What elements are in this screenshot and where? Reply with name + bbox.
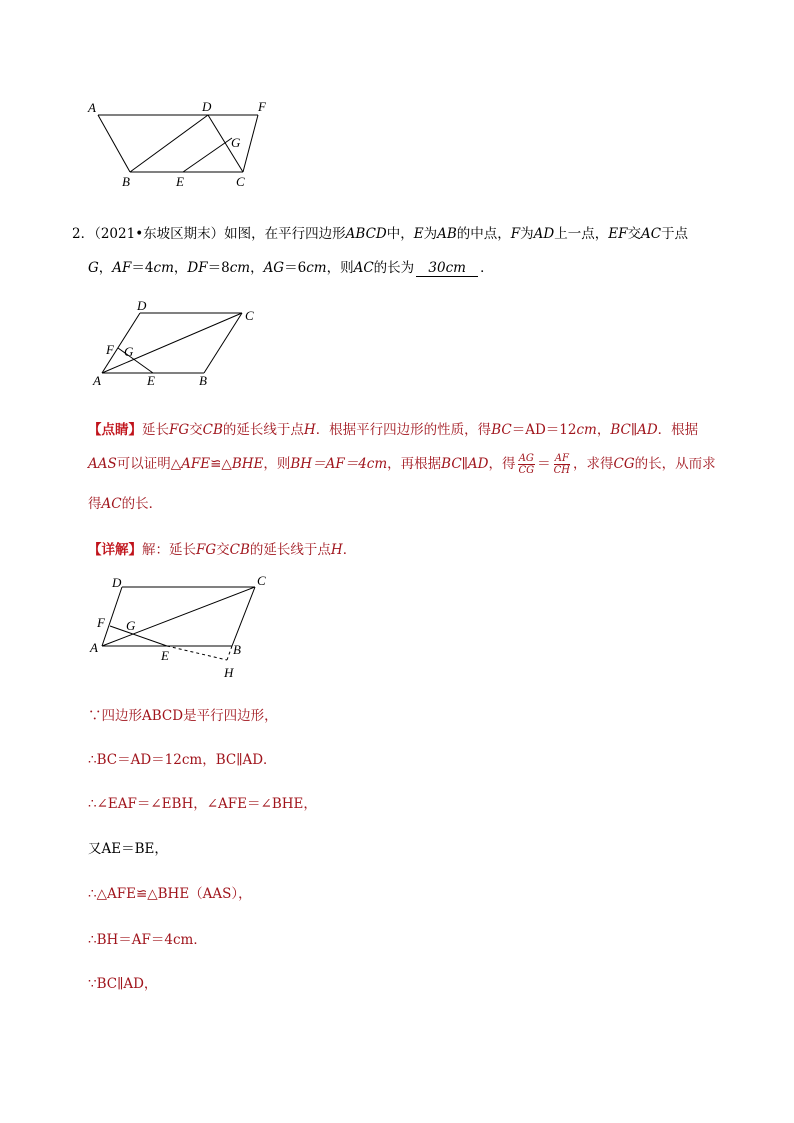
- hint-text: 的长．: [121, 496, 163, 512]
- seg-EH-dashed: [167, 646, 227, 660]
- hint-cb: CB: [202, 422, 223, 438]
- hint-bc: BC: [491, 422, 512, 438]
- detail-cb: CB: [229, 542, 250, 558]
- label-E: E: [176, 174, 184, 189]
- label-C: C: [236, 174, 245, 189]
- q-text: 为: [520, 226, 534, 242]
- q-ab: AB: [437, 226, 457, 242]
- q-text: 交: [627, 226, 641, 242]
- label-B: B: [199, 373, 207, 388]
- step-3: ∴∠EAF＝∠EBH，∠AFE＝∠BHE，: [88, 796, 317, 812]
- detail-text: 解：延长: [142, 542, 196, 558]
- q-text: ，: [98, 260, 113, 276]
- detail-tag: 【详解】: [88, 542, 142, 558]
- q-f: F: [510, 226, 521, 242]
- q-abcd: ABCD: [345, 226, 387, 242]
- hint-text: ，再根据: [387, 456, 442, 472]
- answer-blank: 30cm: [416, 260, 478, 277]
- seg-AB: [98, 115, 130, 172]
- q-af: AF: [112, 260, 132, 276]
- step-1: ∵四边形ABCD是平行四边形，: [88, 708, 278, 724]
- label-B: B: [122, 174, 130, 189]
- hint-aas: AAS: [88, 456, 117, 472]
- step-2: ∴BC＝AD＝12cm，BC∥AD．: [88, 752, 277, 768]
- detail-text: 的延长线于点: [249, 542, 331, 558]
- hint-bcad: BC∥AD: [441, 456, 489, 472]
- q-text: ＝8: [207, 260, 230, 276]
- seg-AD: [102, 587, 122, 646]
- hint-line-1: [88, 418, 698, 438]
- hint-text: 得: [88, 496, 102, 512]
- label-A: A: [93, 373, 101, 388]
- label-G: G: [124, 344, 134, 359]
- figure-1: [80, 95, 280, 195]
- figure-2: [85, 295, 275, 390]
- label-D: D: [137, 298, 147, 313]
- seg-AC: [102, 313, 242, 373]
- q-text: ，: [173, 260, 188, 276]
- hint-text: 可以证明△: [116, 456, 182, 472]
- hint-bhe: BHE: [231, 456, 264, 472]
- q-text: 的长为: [373, 260, 415, 276]
- hint-fg: FG: [169, 422, 190, 438]
- hint-text: ＝AD＝12: [511, 422, 577, 438]
- q-text: ，则: [326, 260, 354, 276]
- hint-cg: CG: [613, 456, 635, 472]
- q-text: ＝6: [284, 260, 307, 276]
- hint-h: H: [303, 422, 316, 438]
- hint-text: ，求得: [573, 456, 614, 472]
- label-G: G: [231, 135, 241, 150]
- frac-num: AF: [554, 453, 569, 464]
- q-g: G: [88, 260, 99, 276]
- hint-text: ≌△: [210, 456, 232, 472]
- hint-bhaf: BH＝AF＝4: [290, 456, 367, 472]
- hint-tag: 【点睛】: [88, 422, 142, 438]
- detail-text: 交: [216, 542, 230, 558]
- step-5: ∴△AFE≌△BHE（AAS），: [88, 886, 252, 902]
- figure-2-svg: [85, 295, 275, 390]
- hint-text: ．根据: [657, 422, 699, 438]
- label-D: D: [202, 99, 212, 114]
- label-C: C: [245, 308, 254, 323]
- seg-AC: [102, 587, 255, 646]
- figure-1-svg: [80, 95, 280, 195]
- q-text: ，: [250, 260, 264, 276]
- step-7: ∵BC∥AD，: [88, 976, 158, 992]
- hint-text: 的长，从而求: [634, 456, 716, 472]
- question-2-line-2: [88, 256, 494, 277]
- q-df: DF: [187, 260, 208, 276]
- hint-afe: AFE: [181, 456, 211, 472]
- label-A: A: [90, 640, 98, 655]
- q-unit: cm: [153, 260, 174, 276]
- question-number: 2．: [72, 226, 95, 242]
- detail-fg: FG: [196, 542, 217, 558]
- q-text: ＝4: [131, 260, 154, 276]
- q-e: E: [413, 226, 424, 242]
- hint-line-3: [88, 492, 162, 512]
- label-F: F: [97, 615, 105, 630]
- detail-line: [88, 538, 356, 558]
- q-ac: AC: [353, 260, 374, 276]
- q-unit: cm: [229, 260, 251, 276]
- label-E: E: [147, 373, 155, 388]
- q-ag: AG: [263, 260, 285, 276]
- q-text: 为: [423, 226, 438, 242]
- frac-den: CH: [553, 465, 570, 476]
- label-G: G: [126, 618, 136, 633]
- label-C: C: [257, 573, 266, 588]
- label-D: D: [112, 575, 122, 590]
- hint-unit: cm: [576, 422, 597, 438]
- q-text: 如图，在平行四边形: [224, 226, 346, 242]
- label-H: H: [224, 665, 234, 680]
- hint-text: ，得: [488, 456, 516, 472]
- question-2-line-1: [72, 222, 688, 242]
- seg-FE: [110, 626, 167, 646]
- label-E: E: [161, 648, 169, 663]
- hint-text: 延长: [142, 422, 169, 438]
- label-F: F: [106, 342, 114, 357]
- q-text: 上一点，: [554, 226, 609, 242]
- frac-num: AG: [518, 453, 534, 464]
- hint-line-2: [88, 452, 716, 476]
- fraction-ag-cg: [517, 453, 535, 476]
- hint-bcad: BC∥AD: [610, 422, 658, 438]
- hint-unit: cm: [366, 456, 388, 472]
- figure-3: [85, 570, 285, 685]
- q-text: 中，: [386, 226, 414, 242]
- seg-BH-dashed: [227, 646, 232, 660]
- detail-h: H: [330, 542, 343, 558]
- q-ef: EF: [608, 226, 628, 242]
- hint-text: ，: [596, 422, 611, 438]
- label-A: A: [88, 100, 96, 115]
- question-source: （2021•东坡区期末）: [94, 226, 225, 242]
- fraction-af-ch: [553, 453, 571, 476]
- step-6: ∴BH＝AF＝4cm．: [88, 932, 207, 948]
- hint-text: 的延长线于点: [222, 422, 304, 438]
- frac-den: CG: [518, 465, 535, 476]
- detail-text: ．: [342, 542, 357, 558]
- q-text: 的中点，: [456, 226, 511, 242]
- q-text: 于点: [661, 226, 689, 242]
- hint-text: ，则: [263, 456, 291, 472]
- seg-CB: [204, 313, 242, 373]
- hint-text: 交: [189, 422, 203, 438]
- q-ad: AD: [533, 226, 555, 242]
- seg-EG: [183, 138, 232, 172]
- seg-FC: [243, 115, 258, 172]
- seg-BD: [130, 115, 208, 172]
- label-F: F: [258, 99, 266, 114]
- step-4: 又AE＝BE，: [88, 841, 168, 857]
- seg-CB: [232, 587, 255, 646]
- q-text: ．: [480, 260, 494, 276]
- hint-text: ．根据平行四边形的性质，得: [315, 422, 492, 438]
- label-B: B: [233, 642, 241, 657]
- q-unit: cm: [306, 260, 327, 276]
- hint-text: ＝: [537, 456, 551, 472]
- q-ac: AC: [640, 226, 662, 242]
- figure-3-svg: [85, 570, 285, 685]
- hint-ac: AC: [101, 496, 122, 512]
